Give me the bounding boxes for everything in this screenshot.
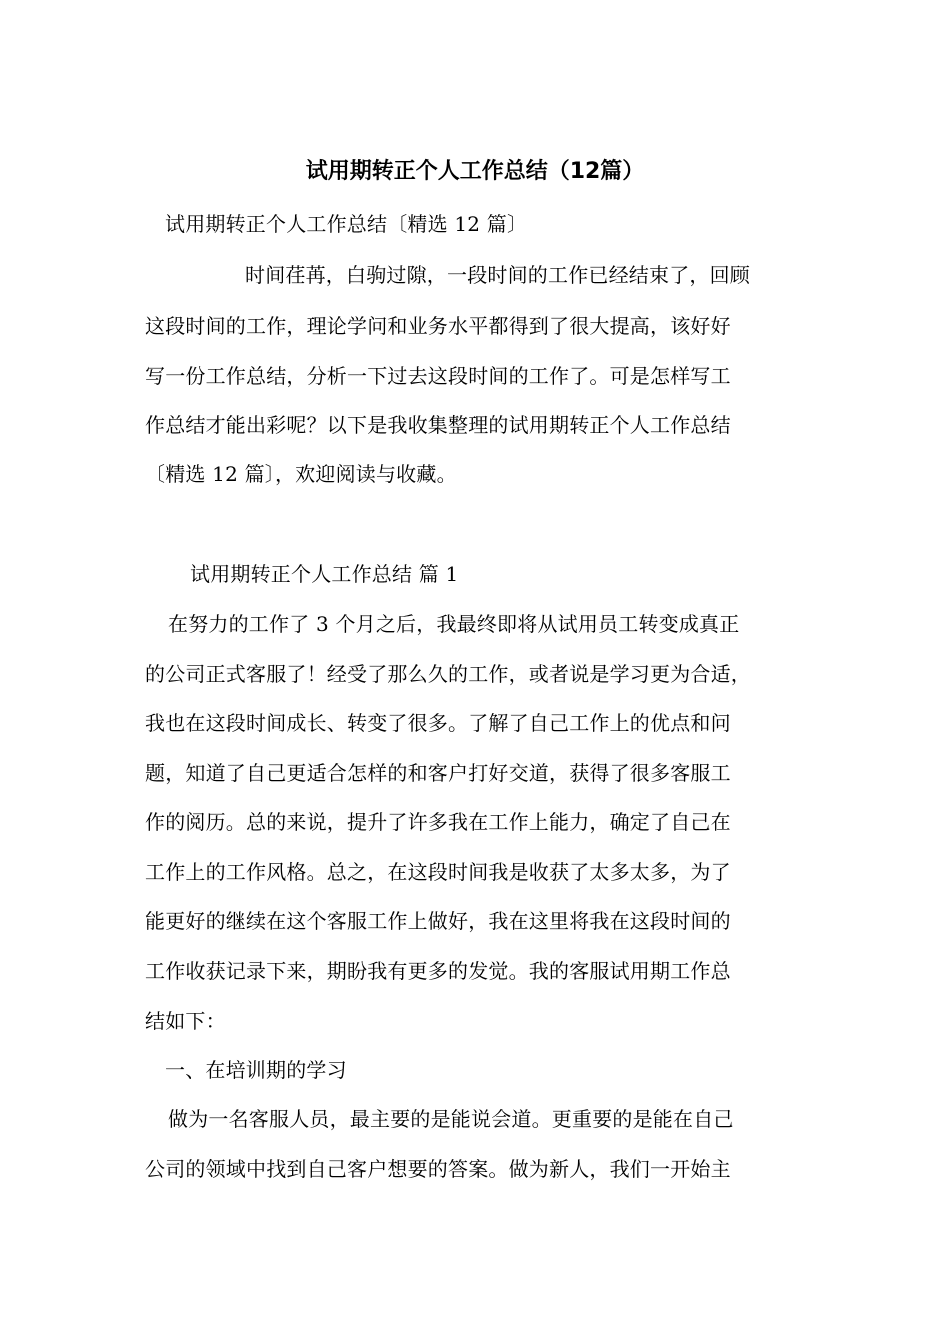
body-line-2: 的公司正式客服了！经受了那么久的工作，或者说是学习更为合适， (145, 662, 751, 686)
intro-line-4: 作总结才能出彩呢？以下是我收集整理的试用期转正个人工作总结 (145, 413, 731, 437)
section-heading: 试用期转正个人工作总结 篇 1 (190, 562, 459, 586)
document-subtitle: 试用期转正个人工作总结〔精选 12 篇〕 (165, 212, 528, 236)
body2-line-2: 公司的领域中找到自己客户想要的答案。做为新人，我们一开始主 (145, 1157, 731, 1181)
document-title: 试用期转正个人工作总结（12篇） (305, 159, 645, 184)
body-line-1: 在努力的工作了 3 个月之后，我最终即将从试用员工转变成真正 (168, 612, 740, 636)
intro-line-5: 〔精选 12 篇〕，欢迎阅读与收藏。 (145, 462, 457, 486)
intro-line-3: 写一份工作总结，分析一下过去这段时间的工作了。可是怎样写工 (145, 364, 731, 388)
intro-line-1: 时间荏苒，白驹过隙，一段时间的工作已经结束了，回顾 (245, 263, 750, 287)
subheading: 一、在培训期的学习 (165, 1058, 347, 1082)
intro-line-2: 这段时间的工作，理论学问和业务水平都得到了很大提高，该好好 (145, 314, 731, 338)
body2-line-1: 做为一名客服人员，最主要的是能说会道。更重要的是能在自己 (168, 1107, 734, 1131)
body-line-6: 工作上的工作风格。总之，在这段时间我是收获了太多太多，为了 (145, 860, 731, 884)
body-line-8: 工作收获记录下来，期盼我有更多的发觉。我的客服试用期工作总 (145, 959, 731, 983)
body-line-4: 题，知道了自己更适合怎样的和客户打好交道，获得了很多客服工 (145, 761, 731, 785)
body-line-9: 结如下： (145, 1009, 226, 1033)
body-line-3: 我也在这段时间成长、转变了很多。了解了自己工作上的优点和问 (145, 711, 731, 735)
body-line-5: 作的阅历。总的来说，提升了许多我在工作上能力，确定了自己在 (145, 810, 731, 834)
body-line-7: 能更好的继续在这个客服工作上做好，我在这里将我在这段时间的 (145, 909, 731, 933)
